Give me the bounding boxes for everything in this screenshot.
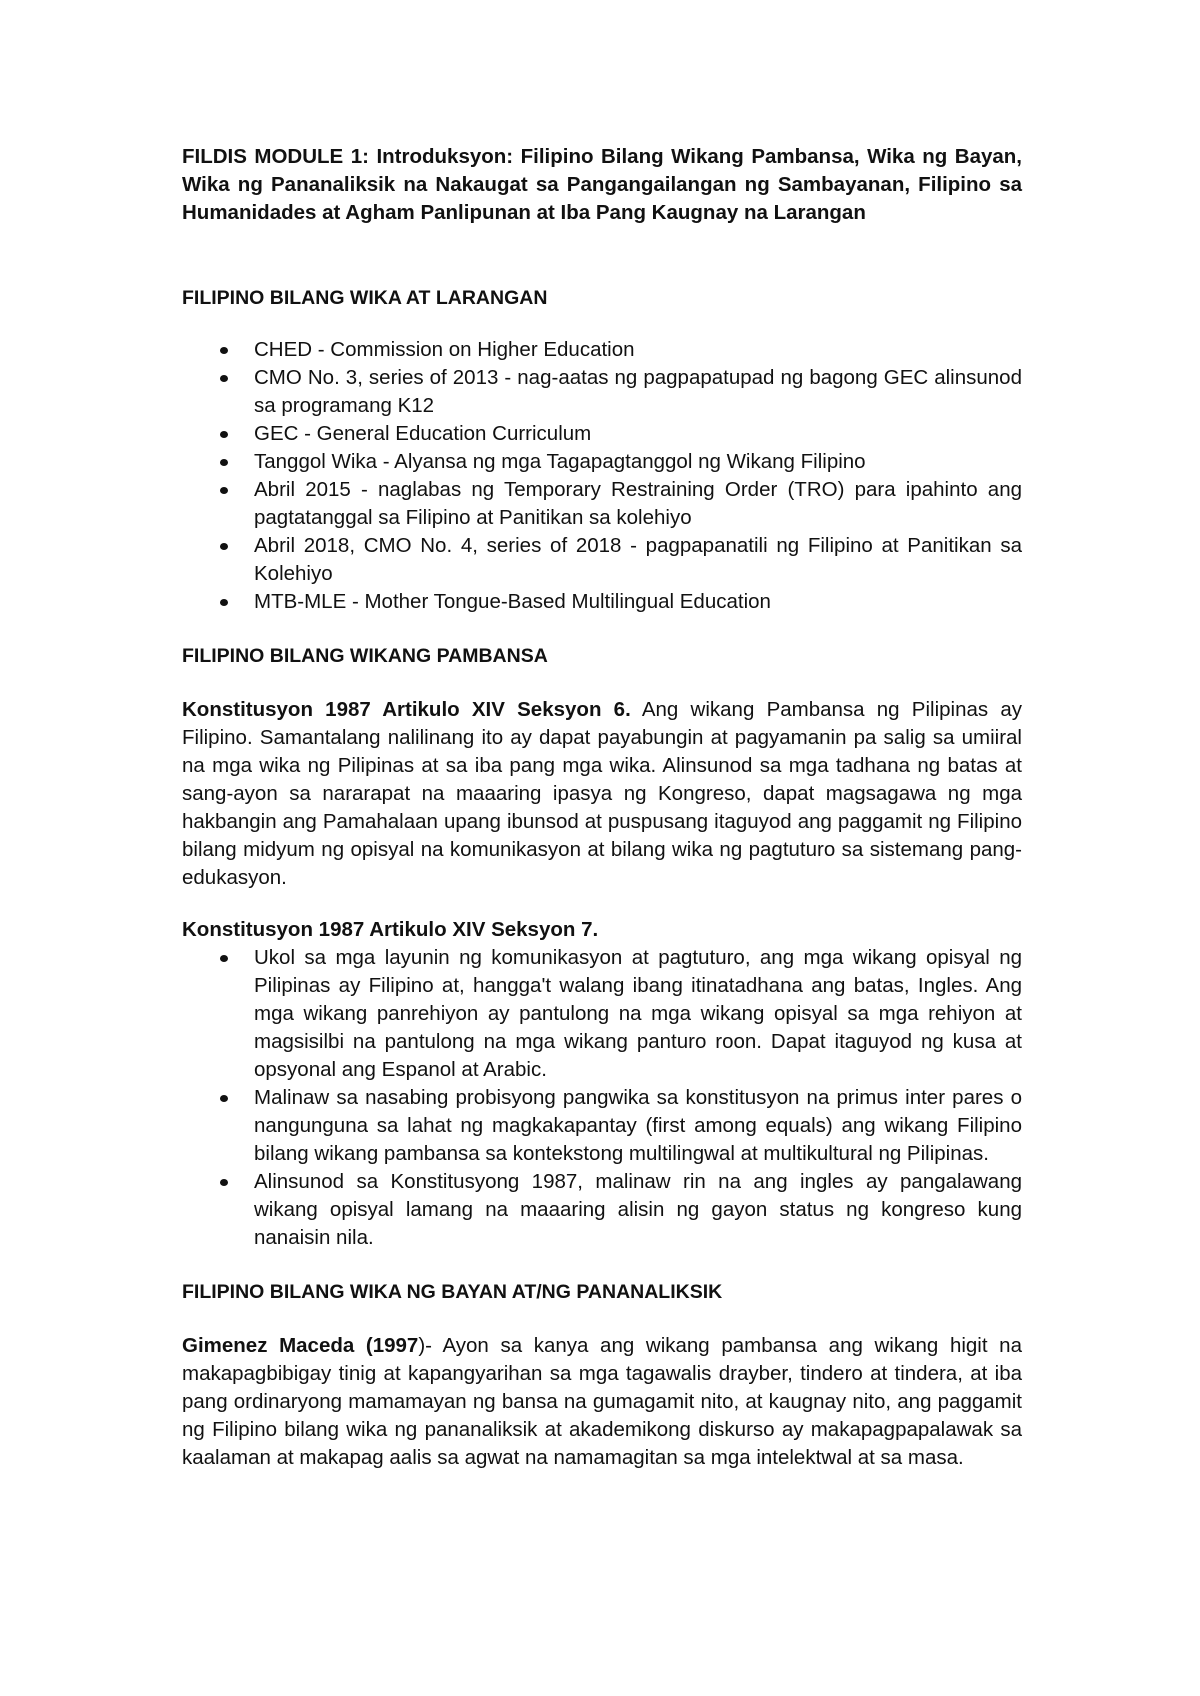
list-item: [182, 1084, 1022, 1168]
bullet-icon: [220, 459, 228, 466]
list-item: [182, 336, 1022, 364]
bullet-icon: [220, 599, 228, 606]
module-title: FILDIS MODULE 1: Introduksyon: Filipino Bilang Wikang Pambansa, Wika ng Bayan, Wika ng Pananaliksik na Nakaugat sa Pangangailangan ng Sambayanan, Filipino sa Humanidades at Agham Panlipunan at Iba Pang Kaugnay na Larangan: [182, 145, 1022, 224]
heading-wika-ng-bayan: FILIPINO BILANG WIKA NG BAYAN AT/NG PANANALIKSIK: [182, 1281, 723, 1303]
heading-wika-at-larangan: FILIPINO BILANG WIKA AT LARANGAN: [182, 287, 548, 309]
paragraph-gimenez-maceda: [182, 1332, 1022, 1472]
bullet-icon: [220, 543, 228, 550]
list-item-text: MTB-MLE - Mother Tongue-Based Multilingual Education: [254, 590, 771, 613]
bullet-list-seksyon-7: [182, 944, 1022, 1252]
list-item-text: Abril 2015 - naglabas ng Temporary Restraining Order (TRO) para ipahinto ang pagtatanggal sa Filipino at Panitikan sa kolehiyo: [254, 478, 1022, 529]
list-item: [182, 588, 1022, 616]
heading-wikang-pambansa: FILIPINO BILANG WIKANG PAMBANSA: [182, 645, 548, 667]
list-item: [182, 448, 1022, 476]
list-item-text: Abril 2018, CMO No. 4, series of 2018 - pagpapanatili ng Filipino at Panitikan sa Kolehiyo: [254, 534, 1022, 585]
bullet-list-wika-at-larangan: [182, 336, 1022, 616]
list-item-text: Ukol sa mga layunin ng komunikasyon at pagtuturo, ang mga wikang opisyal ng Pilipinas ay Filipino at, hangga't walang ibang itinatadhana ang batas, Ingles. Ang mga wikang panrehiyon ay pantulong na mga wikang opisyal sa mga rehiyon at magsisilbi na pantulong na mga wikang panturo roon. Dapat itaguyod ng kusa at opsyonal ang Espanol at Arabic.: [254, 946, 1022, 1081]
bullet-icon: [220, 1179, 228, 1186]
gimenez-maceda-lead: Gimenez Maceda (1997: [182, 1334, 419, 1357]
list-item-text: Malinaw sa nasabing probisyong pangwika sa konstitusyon na primus inter pares o nangunguna sa lahat ng magkakapantay (first among equals) ang wikang Filipino bilang wikang pambansa sa kontekstong multilingwal at multikultural ng Pilipinas.: [254, 1086, 1022, 1165]
document-body: [182, 143, 1022, 1472]
list-item-text: Alinsunod sa Konstitusyong 1987, malinaw rin na ang ingles ay pangalawang wikang opisyal lamang na maaaring alisin ng gayon status ng kongreso kung nanaisin nila.: [254, 1170, 1022, 1249]
list-item-text: Tanggol Wika - Alyansa ng mga Tagapagtanggol ng Wikang Filipino: [254, 450, 866, 473]
list-item-text: CMO No. 3, series of 2013 - nag-aatas ng pagpapatupad ng bagong GEC alinsunod sa programang K12: [254, 366, 1022, 417]
list-item: [182, 1168, 1022, 1252]
gimenez-maceda-text: )- Ayon sa kanya ang wikang pambansa ang wikang higit na makapagbibigay tinig at kapangyarihan sa mga tagawalis drayber, tindero at tindera, at iba pang ordinaryong mamamayan ng bansa na gumagamit nito, at kaugnay nito, ang paggamit ng Filipino bilang wika ng pananaliksik at akademikong diskurso ay makapagpapalawak sa kaalaman at makapag aalis sa agwat na namamagitan sa mga intelektwal at sa masa.: [182, 1334, 1022, 1469]
list-item: [182, 420, 1022, 448]
seksyon-7-lead: Konstitusyon 1987 Artikulo XIV Seksyon 7.: [182, 918, 599, 941]
bullet-icon: [220, 347, 228, 354]
list-item-text: GEC - General Education Curriculum: [254, 422, 592, 445]
list-item: [182, 944, 1022, 1084]
list-item: [182, 532, 1022, 588]
bullet-icon: [220, 487, 228, 494]
paragraph-seksyon-6: [182, 696, 1022, 892]
list-item: [182, 476, 1022, 532]
bullet-icon: [220, 955, 228, 962]
bullet-icon: [220, 375, 228, 382]
seksyon-6-text: Ang wikang Pambansa ng Pilipinas ay Filipino. Samantalang nalilinang ito ay dapat payabungin at pagyamanin pa salig sa umiiral na mga wika ng Pilipinas at sa iba pang mga wika. Alinsunod sa mga tadhana ng batas at sang-ayon sa nararapat na maaaring ipasya ng Kongreso, dapat magsagawa ng mga hakbangin ang Pamahalaan upang ibunsod at puspusang itaguyod ang paggamit ng Filipino bilang midyum ng opisyal na komunikasyon at bilang wika ng pagtuturo sa sistemang pang-edukasyon.: [182, 698, 1023, 889]
bullet-icon: [220, 431, 228, 438]
list-item: [182, 364, 1022, 420]
bullet-icon: [220, 1095, 228, 1102]
seksyon-6-lead: Konstitusyon 1987 Artikulo XIV Seksyon 6.: [182, 698, 631, 721]
list-item-text: CHED - Commission on Higher Education: [254, 338, 635, 361]
